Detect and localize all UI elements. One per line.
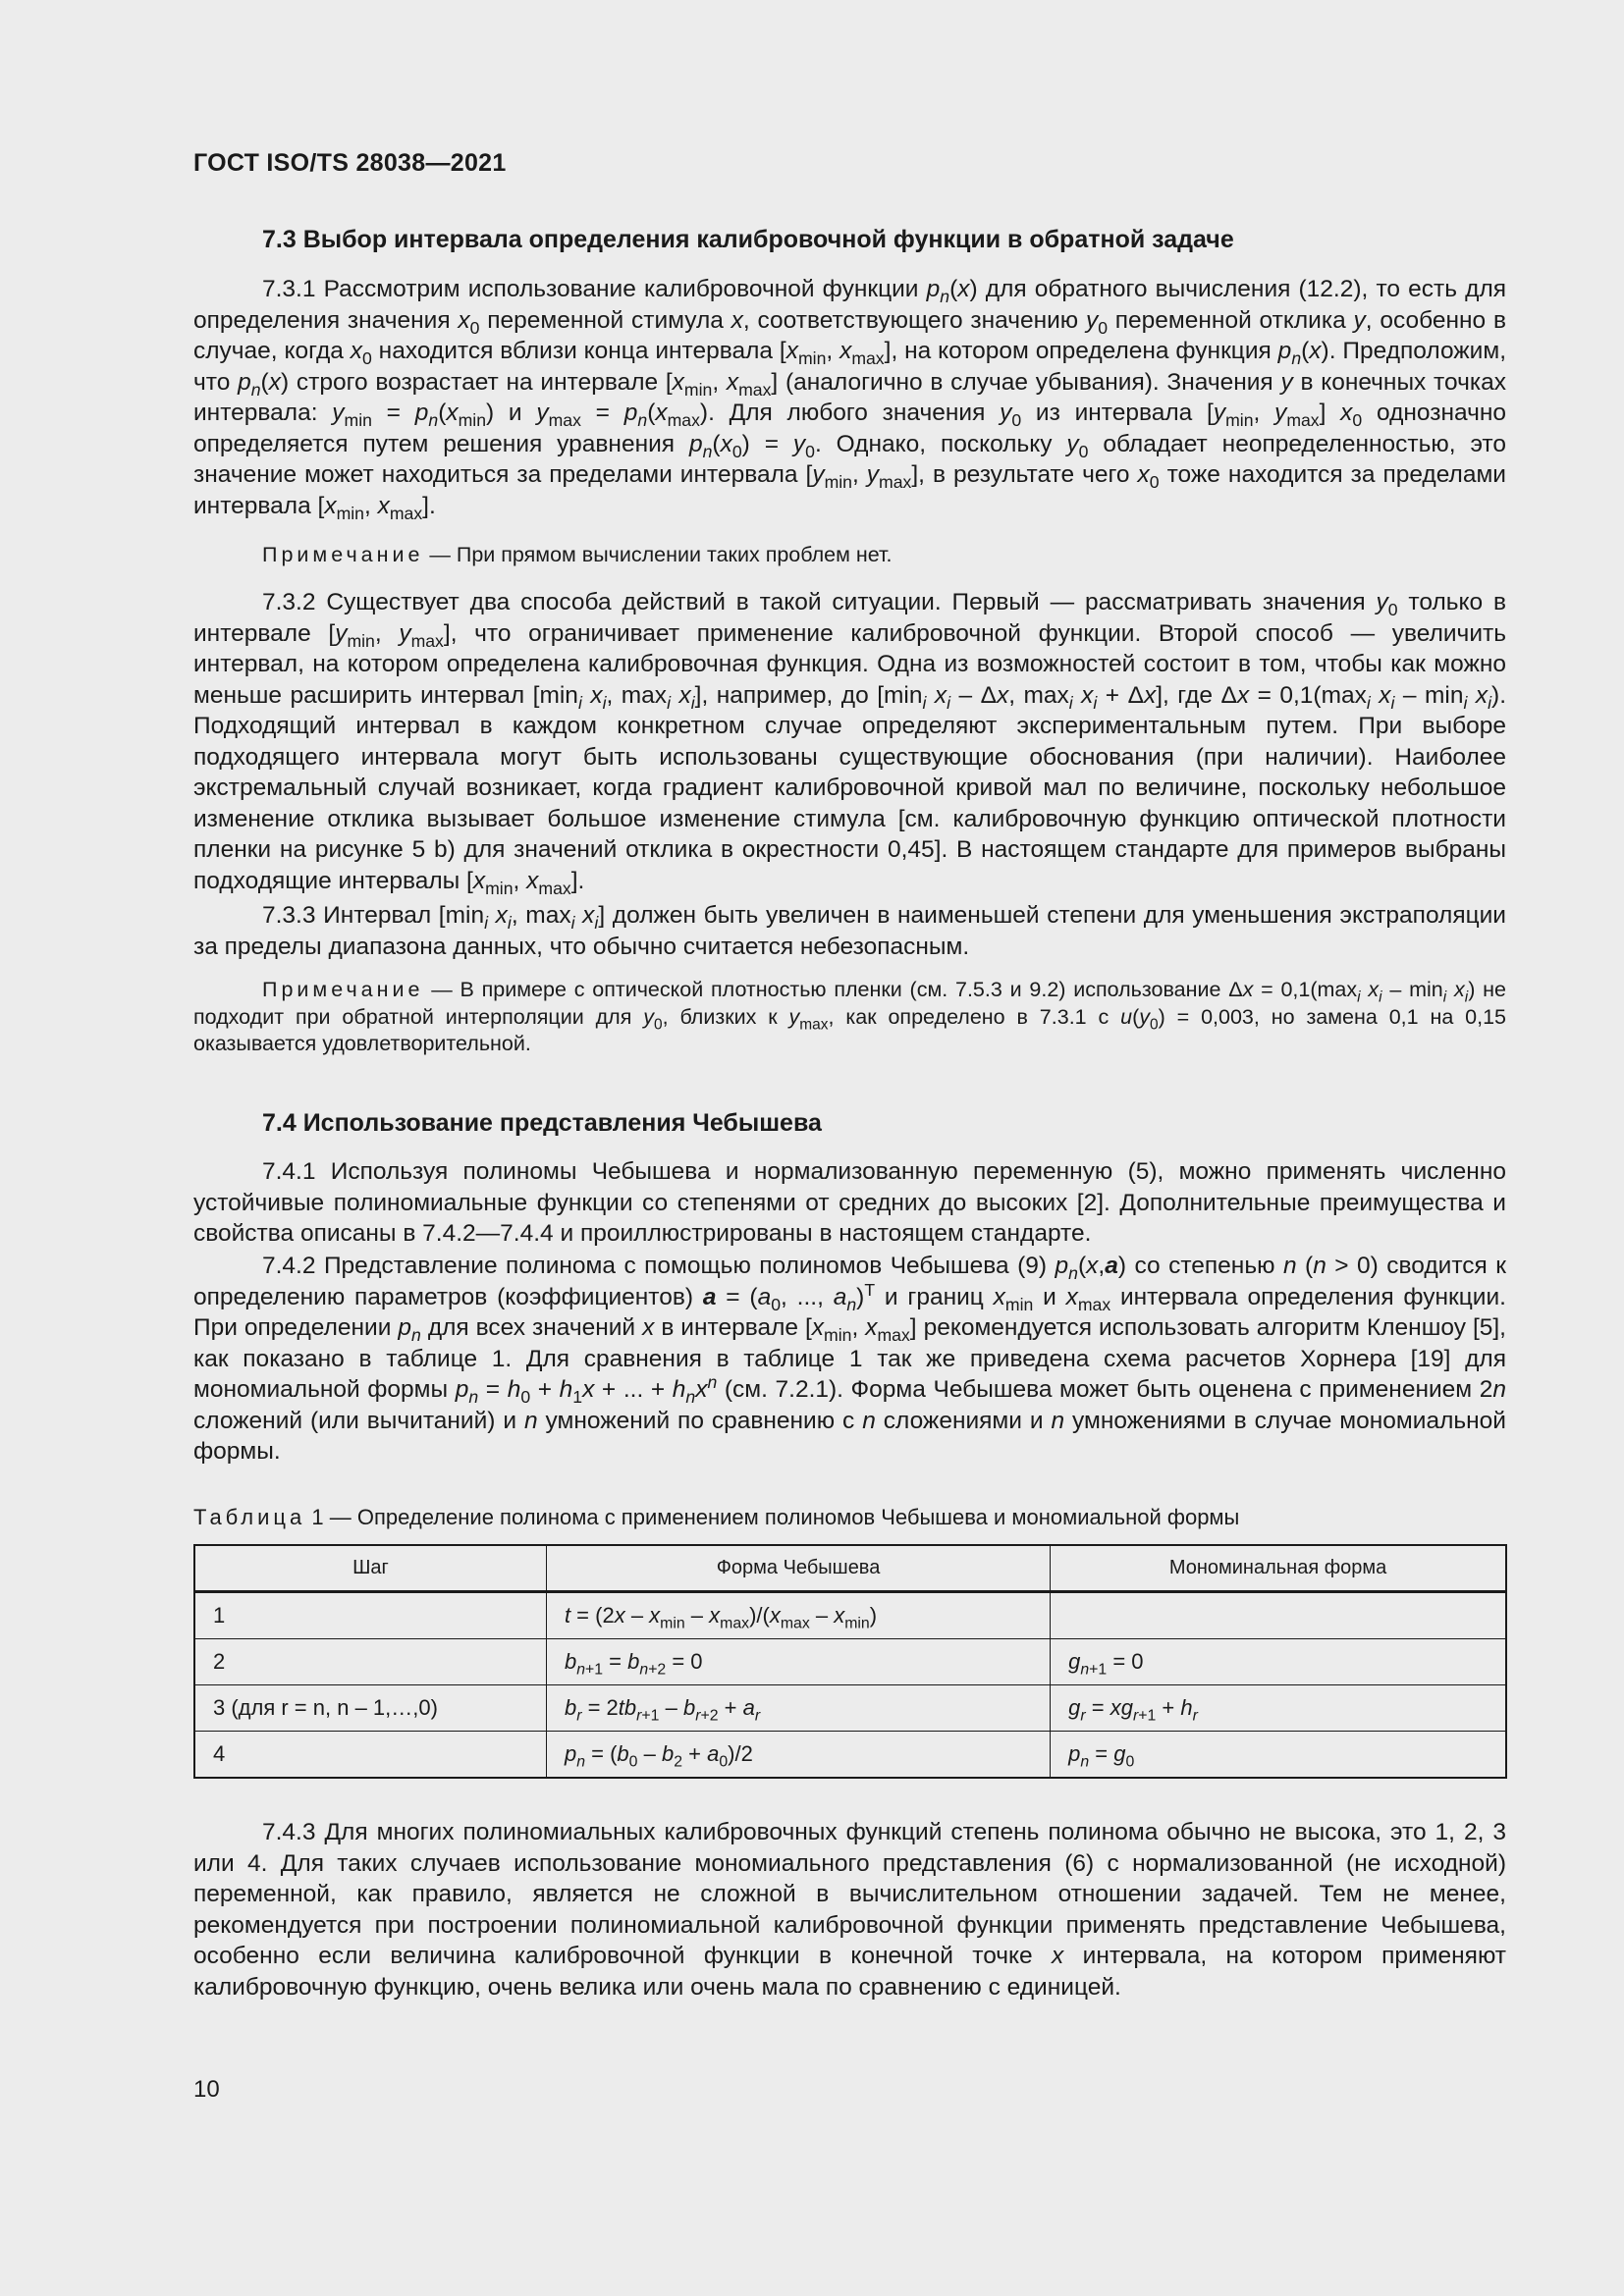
step-cell: 3 (для r = n, n – 1,…,0) (194, 1685, 546, 1732)
monomial-formula-cell: $g_r = xg_{r+1} + h_r$ (1051, 1685, 1506, 1732)
monomial-formula-cell: $p_n = g_0$ (1051, 1732, 1506, 1779)
table-row (194, 1639, 1506, 1685)
page-number: 10 (193, 2076, 220, 2103)
column-header: Мономинальная форма (1051, 1545, 1506, 1592)
paragraph-7-4-2: 7.4.2 Представление полинома с помощью полиномов Чебышева (9) $p_n(x,a)$ со степенью n (n > 0) сводится к определению параметров (коэффициентов) $a = (a_0$, ..., $a_n)^T$ и границ $x_{min}$ и $x_{max}$ интервала определения функции. При определении $p_n$ для всех значений x в интервале [$x_{min}$, $x_{max}$] рекомендуется использовать алгоритм Кленшоу [5], как показано в таблице 1. Для сравнения в таблице 1 так же приведена схема расчетов Хорнера [19] для мономиальной формы $p_n = h_0 + h_1x$ + ... + $h_nx^n$ (см. 7.2.1). Форма Чебышева может быть оценена с применением 2n сложений (или вычитаний) и n умножений по сравнению с n сложениями и n умножениями в случае мономиальной формы. (193, 1253, 1507, 1465)
note-2: Примечание — В примере с оптической плотностью пленки (см. 7.5.3 и 9.2) использование $\Delta x = 0,1(\max_i$ $x_i - \min_i x_i$) не подходит при обратной интерполяции для $y_0$, близких к $y_{max}$, как определено в 7.3.1 с $u(y_0) = 0,003$, но замена 0,1 на 0,15 оказывается удовлетворительной. (193, 978, 1507, 1055)
note-1: Примечание — При прямом вычислении таких проблем нет. (262, 543, 893, 566)
paragraph-7-3-3: 7.3.3 Интервал [$\min_i$ $x_i$, $\max_i x_i$] должен быть увеличен в наименьшей степени для уменьшения экстраполяции за пределы диапазона данных, что обычно считается небезопасным. (193, 902, 1506, 960)
paragraph-7-3-1: 7.3.1 Рассмотрим использование калибровочной функции $p_n(x)$ для обратного вычисления (12.2), то есть для определения значения $x_0$ переменной стимула x, соответствующего значению $y_0$ переменной отклика y, особенно в случае, когда $x_0$ находится вблизи конца интервала [$x_{min}$, $x_{max}$], на котором определена функция $p_n(x)$. Предположим, что $p_n(x)$ строго возрастает на интервале [$x_{min}$, $x_{max}$] (аналогично в случае убывания). Значения y в конечных точках интервала: $y_{min} = p_n(x_{min})$ и $y_{max} = p_n(x_{max})$. Для любого значения $y_0$ из интервала [$y_{min}$, $y_{max}$] $x_0$ однозначно определяется путем решения уравнения $p_n(x_0) = y_0$. Однако, поскольку $y_0$ обладает неопределенностью, это значение может находиться за пределами интервала [$y_{min}$, $y_{max}$], в результате чего $x_0$ тоже находится за пределами интервала [$x_{min}$, $x_{max}$]. (193, 276, 1507, 523)
chebyshev-formula-cell: $b_r = 2tb_{r+1} - b_{r+2} + a_r$ (546, 1685, 1050, 1732)
table-row (194, 1685, 1506, 1732)
section-7-4-title: 7.4 Использование представления Чебышева (262, 1109, 822, 1137)
table-header-row (194, 1545, 1506, 1592)
document-header: ГОСТ ISO/TS 28038—2021 (193, 149, 507, 177)
paragraph-7-4-1: 7.4.1 Используя полиномы Чебышева и нормализованную переменную (5), можно применять численно устойчивые полиномиальные функции со степенями от средних до высоких [2]. Дополнительные преимущества и свойства описаны в 7.4.2—7.4.4 и проиллюстрированы в настоящем стандарте. (193, 1158, 1506, 1247)
step-cell: 2 (194, 1639, 546, 1685)
column-header: Форма Чебышева (546, 1545, 1050, 1592)
paragraph-7-3-2: 7.3.2 Существует два способа действий в такой ситуации. Первый — рассматривать значения $y_0$ только в интервале [$y_{min}$, $y_{max}$], что ограничивает применение калибровочной функции. Второй способ — увеличить интервал, на котором определена калибровочная функция. Одна из возможностей состоит в том, чтобы как можно меньше расширить интервал [$\min_i$ $x_i$, $\max_i x_i$], например, до [$\min_i$ $x_i$ – Δx, $\max_i x_i + \Delta x$], где $\Delta x = 0,1(\max_i$ $x_i - \min_i x_i$). Подходящий интервал в каждом конкретном случае определяют экспериментальным путем. При выборе подходящего интервала могут быть использованы существующие обоснования (при наличии). Наиболее экстремальный случай возникает, когда градиент калибровочной кривой мал по величине, поскольку небольшое изменение отклика вызывает большое изменение стимула [см. калибровочную функцию оптической плотности пленки на рисунке 5 b) для значений отклика в окрестности 0,45]. В настоящем стандарте для примеров выбраны подходящие интервалы [$x_{min}$, $x_{max}$]. (193, 589, 1507, 898)
monomial-formula-cell (1051, 1592, 1506, 1639)
monomial-formula-cell: $g_{n+1} = 0$ (1051, 1639, 1506, 1685)
chebyshev-formula-cell: $p_n = (b_0 - b_2 + a_0)/2$ (546, 1732, 1050, 1779)
chebyshev-formula-cell: $b_{n+1} = b_{n+2} = 0$ (546, 1639, 1050, 1685)
column-header: Шаг (194, 1545, 546, 1592)
table-row (194, 1732, 1506, 1779)
section-7-3-title: 7.3 Выбор интервала определения калибровочной функции в обратной задаче (262, 226, 1234, 253)
chebyshev-formula-cell: $t = (2x - x_{min} - x_{max})/(x_{max} - x_{min})$ (546, 1592, 1050, 1639)
table-row (194, 1592, 1506, 1639)
paragraph-7-4-3: 7.4.3 Для многих полиномиальных калибровочных функций степень полинома обычно не высока, это 1, 2, 3 или 4. Для таких случаев использование мономиального представления (6) с нормализованной (не исходной) переменной, как правило, является не сложной в вычислительном отношении задачей. Тем не менее, рекомендуется при построении полиномиальной калибровочной функции применять представление Чебышева, особенно если величина калибровочной функции в конечной точке x интервала, на котором применяют калибровочную функцию, очень велика или очень мала по сравнению с единицей. (193, 1819, 1506, 2001)
table-1-caption: Таблица 1 — Определение полинома с применением полиномов Чебышева и мономиальной формы (193, 1505, 1240, 1529)
step-cell: 1 (194, 1592, 546, 1639)
table-1 (193, 1544, 1507, 1779)
step-cell: 4 (194, 1732, 546, 1779)
